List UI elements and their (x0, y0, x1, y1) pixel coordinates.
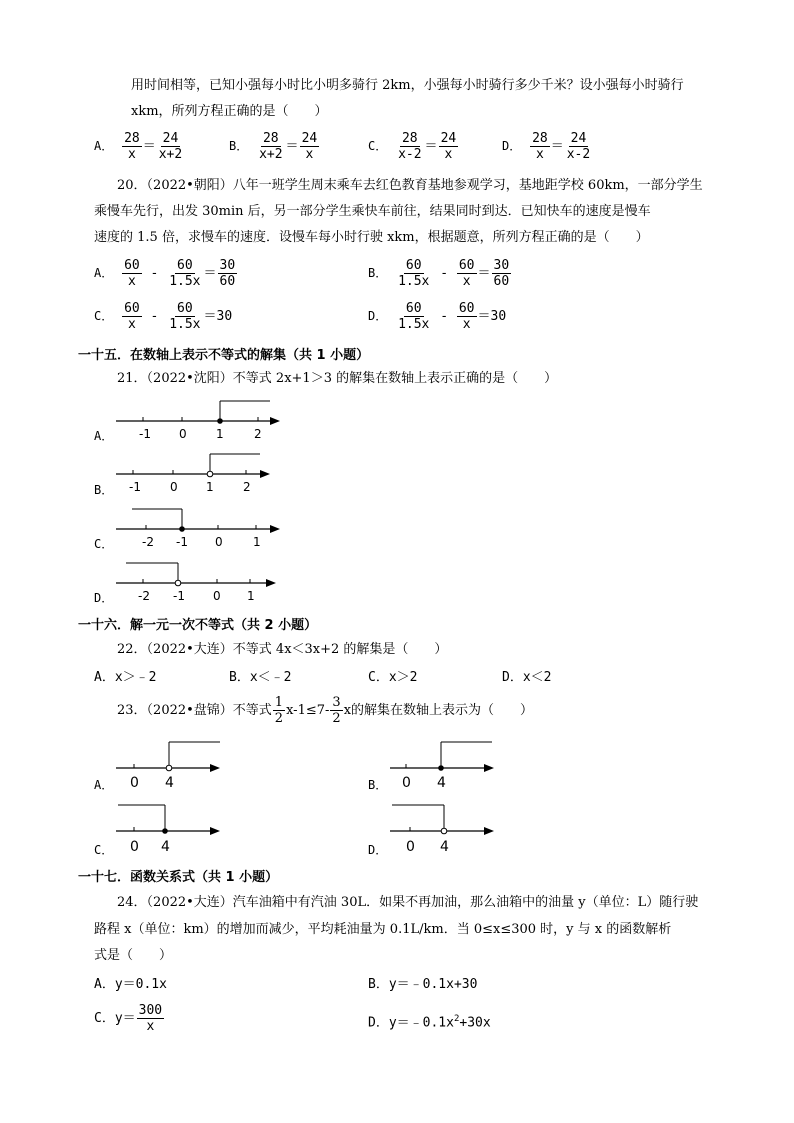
tick-label: -1 (173, 589, 185, 603)
section-17-title: 一十七．函数关系式（共 1 小题） (78, 870, 279, 885)
q24-option-c[interactable]: C．y＝ $\frac{300}{x}$ (94, 1003, 163, 1034)
q24-option-d[interactable]: D．$y=﹣0.1x^2+30x$ (368, 1014, 491, 1031)
tick-label: -1 (129, 480, 141, 494)
q20-option-a[interactable]: A． $\frac{60}{x}$ - $\frac{60}{1.5x}$ ＝ $\frac{30}{60}$ (94, 258, 236, 289)
q21-numberline-c (112, 503, 287, 553)
q19-option-d[interactable]: D． $\frac{28}{x}$ ＝ $\frac{24}{x-2}$ (502, 131, 591, 162)
tick-label: 1 (247, 589, 255, 603)
q23-numberline-c (112, 798, 227, 858)
q21-text: 21．（2022•沈阳）不等式 2x+1＞3 的解集在数轴上表示正确的是（ ） (117, 371, 558, 386)
q20-option-c[interactable]: C． $\frac{60}{x}$ - $\frac{60}{1.5x}$ ＝30 (94, 301, 233, 332)
q24-line1: 24．（2022•大连）汽车油箱中有汽油 30L．如果不再加油，那么油箱中的油量 y（单位：L）随行驶 (117, 895, 699, 910)
q24-option-a[interactable]: A．y＝0.1x (94, 977, 167, 992)
q19-option-a[interactable]: A． $\frac{28}{x}$ ＝ $\frac{24}{x+2}$ (94, 131, 183, 162)
q22-option-a[interactable]: A．x＞﹣2 (94, 670, 157, 685)
q23-numberline-d (386, 798, 501, 858)
q23-label-c[interactable]: C． (94, 843, 114, 857)
q23-label-d[interactable]: D． (368, 843, 388, 857)
tick-label: 4 (437, 775, 446, 791)
section-15-title: 一十五．在数轴上表示不等式的解集（共 1 小题） (78, 348, 370, 363)
tick-label: 0 (170, 480, 178, 494)
q24-line3: 式是（ ） (94, 948, 173, 963)
q24-line2: 路程 x（单位：km）的增加而减少，平均耗油量为 0.1L/km．当 0≤x≤300 时，y 与 x 的函数解析 (94, 922, 672, 937)
tick-label: 0 (213, 589, 221, 603)
q23-label-a[interactable]: A． (94, 778, 114, 792)
tick-label: 1 (253, 535, 261, 549)
tick-label: 0 (130, 839, 139, 855)
q21-label-b[interactable]: B． (94, 483, 114, 497)
q24-option-b[interactable]: B．y＝﹣0.1x+30 (368, 977, 478, 992)
q20-line1: 20．（2022•朝阳）八年一班学生周末乘车去红色教育基地参观学习，基地距学校 60km，一部分学生 (117, 178, 703, 193)
q21-numberline-a (112, 395, 287, 445)
q20-option-b[interactable]: B． $\frac{60}{1.5x}$ - $\frac{60}{x}$ ＝ $\frac{30}{60}$ (368, 258, 510, 289)
tick-label: 0 (130, 775, 139, 791)
tick-label: 1 (216, 427, 224, 441)
tick-label: -2 (138, 589, 150, 603)
q20-line2: 乘慢车先行，出发 30min 后，另一部分学生乘快车前往，结果同时到达．已知快车的速度是慢车 (94, 204, 651, 219)
q19-option-b[interactable]: B． $\frac{28}{x+2}$ ＝ $\frac{24}{x}$ (229, 131, 318, 162)
q22-option-b[interactable]: B．x＜﹣2 (229, 670, 292, 685)
q23-numberline-a (112, 735, 227, 795)
q23-label-b[interactable]: B． (368, 778, 388, 792)
q19-option-c[interactable]: C． $\frac{28}{x-2}$ ＝ $\frac{24}{x}$ (368, 131, 457, 162)
q23-numberline-b (386, 735, 501, 795)
q21-label-c[interactable]: C． (94, 537, 114, 551)
tick-label: 0 (215, 535, 223, 549)
tick-label: -1 (139, 427, 151, 441)
tick-label: -2 (142, 535, 154, 549)
q22-text: 22．（2022•大连）不等式 4x＜3x+2 的解集是（ ） (117, 642, 448, 657)
tick-label: -1 (176, 535, 188, 549)
q21-numberline-d (112, 557, 282, 607)
q22-option-c[interactable]: C．x＞2 (368, 670, 418, 685)
q20-line3: 速度的 1.5 倍，求慢车的速度．设慢车每小时行驶 xkm，根据题意，所列方程正确的是（ ） (94, 230, 649, 245)
q19-line2: xkm，所列方程正确的是（ ） (131, 104, 328, 119)
q21-label-a[interactable]: A． (94, 429, 114, 443)
tick-label: 4 (161, 839, 170, 855)
q19-line1: 用时间相等，已知小强每小时比小明多骑行 2km，小强每小时骑行多少千米？设小强每小时骑行 (131, 78, 684, 93)
tick-label: 0 (179, 427, 187, 441)
tick-label: 4 (440, 839, 449, 855)
q21-numberline-b (112, 449, 277, 499)
tick-label: 2 (243, 480, 251, 494)
section-16-title: 一十六．解一元一次不等式（共 2 小题） (78, 618, 318, 633)
tick-label: 0 (402, 775, 411, 791)
tick-label: 4 (165, 775, 174, 791)
q20-option-d[interactable]: D． $\frac{60}{1.5x}$ - $\frac{60}{x}$ ＝30 (368, 301, 507, 332)
q22-option-d[interactable]: D．x＜2 (502, 670, 552, 685)
q23-text: 23．（2022•盘锦）不等式 $\frac{1}{2}$ x-1≤7- $\frac{3}{2}$ x的解集在数轴上表示为（ ） (117, 695, 534, 726)
tick-label: 0 (406, 839, 415, 855)
tick-label: 1 (206, 480, 214, 494)
q21-label-d[interactable]: D． (94, 591, 114, 605)
tick-label: 2 (254, 427, 262, 441)
